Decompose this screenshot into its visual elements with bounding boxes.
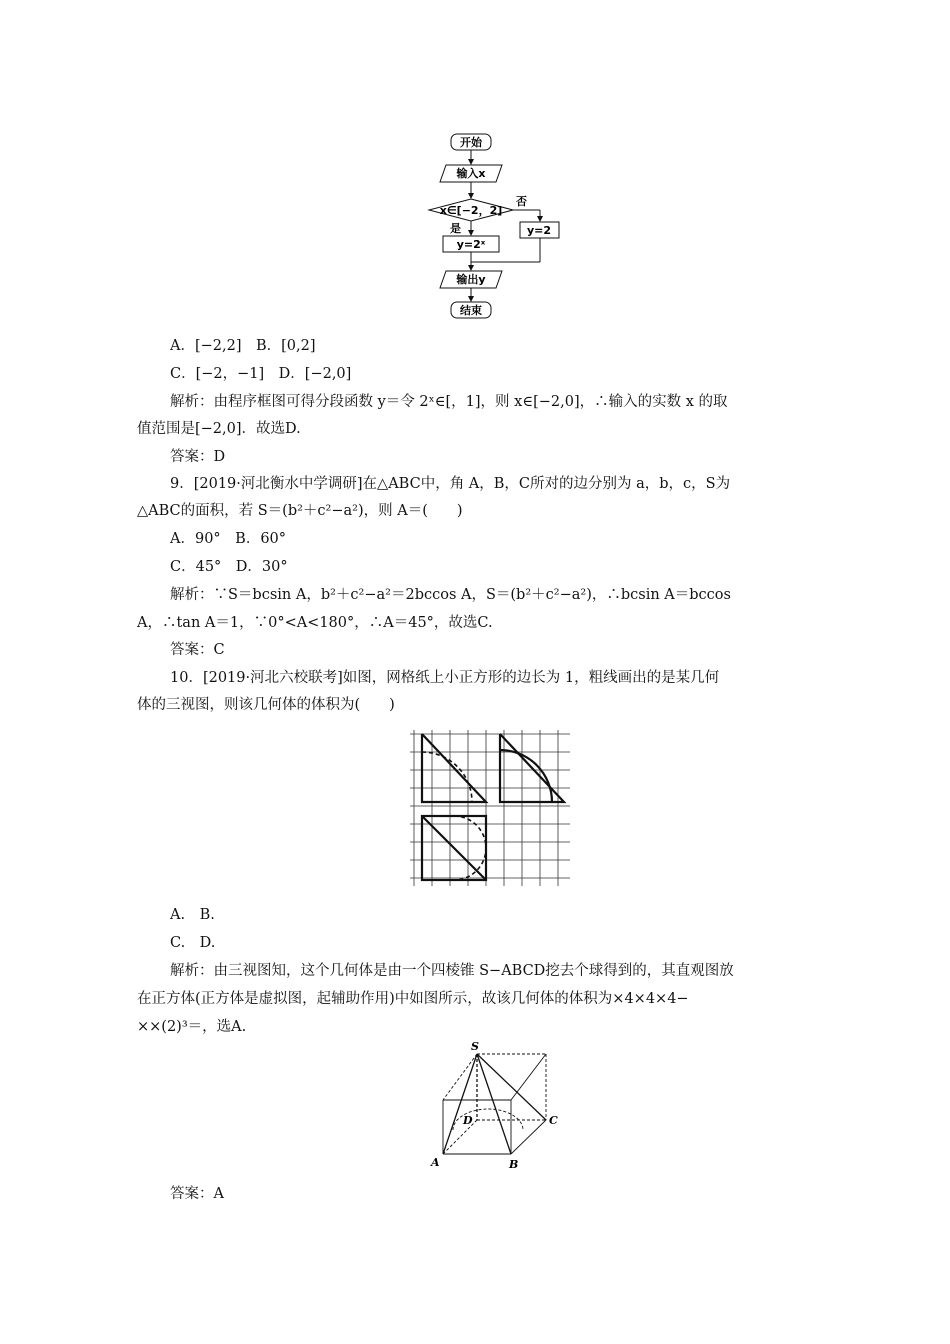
flow-condition: x∈[−2，2] <box>439 204 503 217</box>
flow-start: 开始 <box>460 136 482 149</box>
q9-analysis-2: A，∴tan A＝1，∵0°<A<180°，∴A＝45°，故选C. <box>137 615 493 631</box>
flow-yes-label: 是 <box>450 222 461 235</box>
q10-stem-2: 体的三视图，则该几何体的体积为( ) <box>137 697 395 713</box>
q9-stem-1: 9．[2019·河北衡水中学调研]在△ABC中，角 A，B，C所对的边分别为 a，b，c，S为 <box>170 476 731 492</box>
q10-stem-1: 10．[2019·河北六校联考]如图，网格纸上小正方形的边长为 1，粗线画出的是某几何 <box>170 670 720 686</box>
label-s: S <box>471 1040 479 1053</box>
q9-analysis-1: 解析：∵S＝bcsin A，b²＋c²−a²＝2bccos A，S＝(b²＋c²−a²)，∴bcsin A＝bccos <box>170 587 731 603</box>
q8-analysis-2: 值范围是[−2,0]．故选D. <box>137 421 301 437</box>
solid-figure <box>425 1040 565 1175</box>
flowchart <box>420 128 570 323</box>
q8-analysis-1: 解析：由程序框图可得分段函数 y＝令 2ˣ∈[，1]，则 x∈[−2,0]，∴输入的实数 x 的取 <box>170 394 728 410</box>
q9-options-1: A．90° B．60° <box>170 531 287 547</box>
q8-options-2: C．[−2，−1] D．[−2,0] <box>170 366 352 382</box>
q10-options-2: C. D. <box>170 935 216 951</box>
q10-answer: 答案：A <box>170 1186 224 1202</box>
flow-no-label: 否 <box>516 195 527 208</box>
flow-yes-box: y=2ˣ <box>456 238 486 251</box>
flow-input: 输入x <box>456 167 486 180</box>
label-c: C <box>549 1114 558 1127</box>
label-a: A <box>431 1156 440 1169</box>
label-d: D <box>463 1114 473 1127</box>
flow-end: 结束 <box>460 304 482 317</box>
q8-options-1: A．[−2,2] B．[0,2] <box>170 338 316 354</box>
q10-options-1: A. B. <box>170 907 215 923</box>
q9-answer: 答案：C <box>170 642 225 658</box>
q10-analysis-3: ××(2)³＝，选A. <box>137 1019 247 1035</box>
q10-analysis-1: 解析：由三视图知，这个几何体是由一个四棱锥 S−ABCD挖去个球得到的，其直观图放 <box>170 963 734 979</box>
q9-options-2: C．45° D．30° <box>170 559 288 575</box>
q10-analysis-2: 在正方体(正方体是虚拟图，起辅助作用)中如图所示，故该几何体的体积为×4×4×4− <box>137 991 689 1007</box>
label-b: B <box>509 1158 519 1171</box>
flow-no-box: y=2 <box>526 224 552 237</box>
q8-answer: 答案：D <box>170 449 226 465</box>
three-view-figure <box>410 730 572 888</box>
flow-output: 输出y <box>456 273 486 286</box>
q9-stem-2: △ABC的面积，若 S＝(b²＋c²−a²)，则 A＝( ) <box>137 503 463 519</box>
